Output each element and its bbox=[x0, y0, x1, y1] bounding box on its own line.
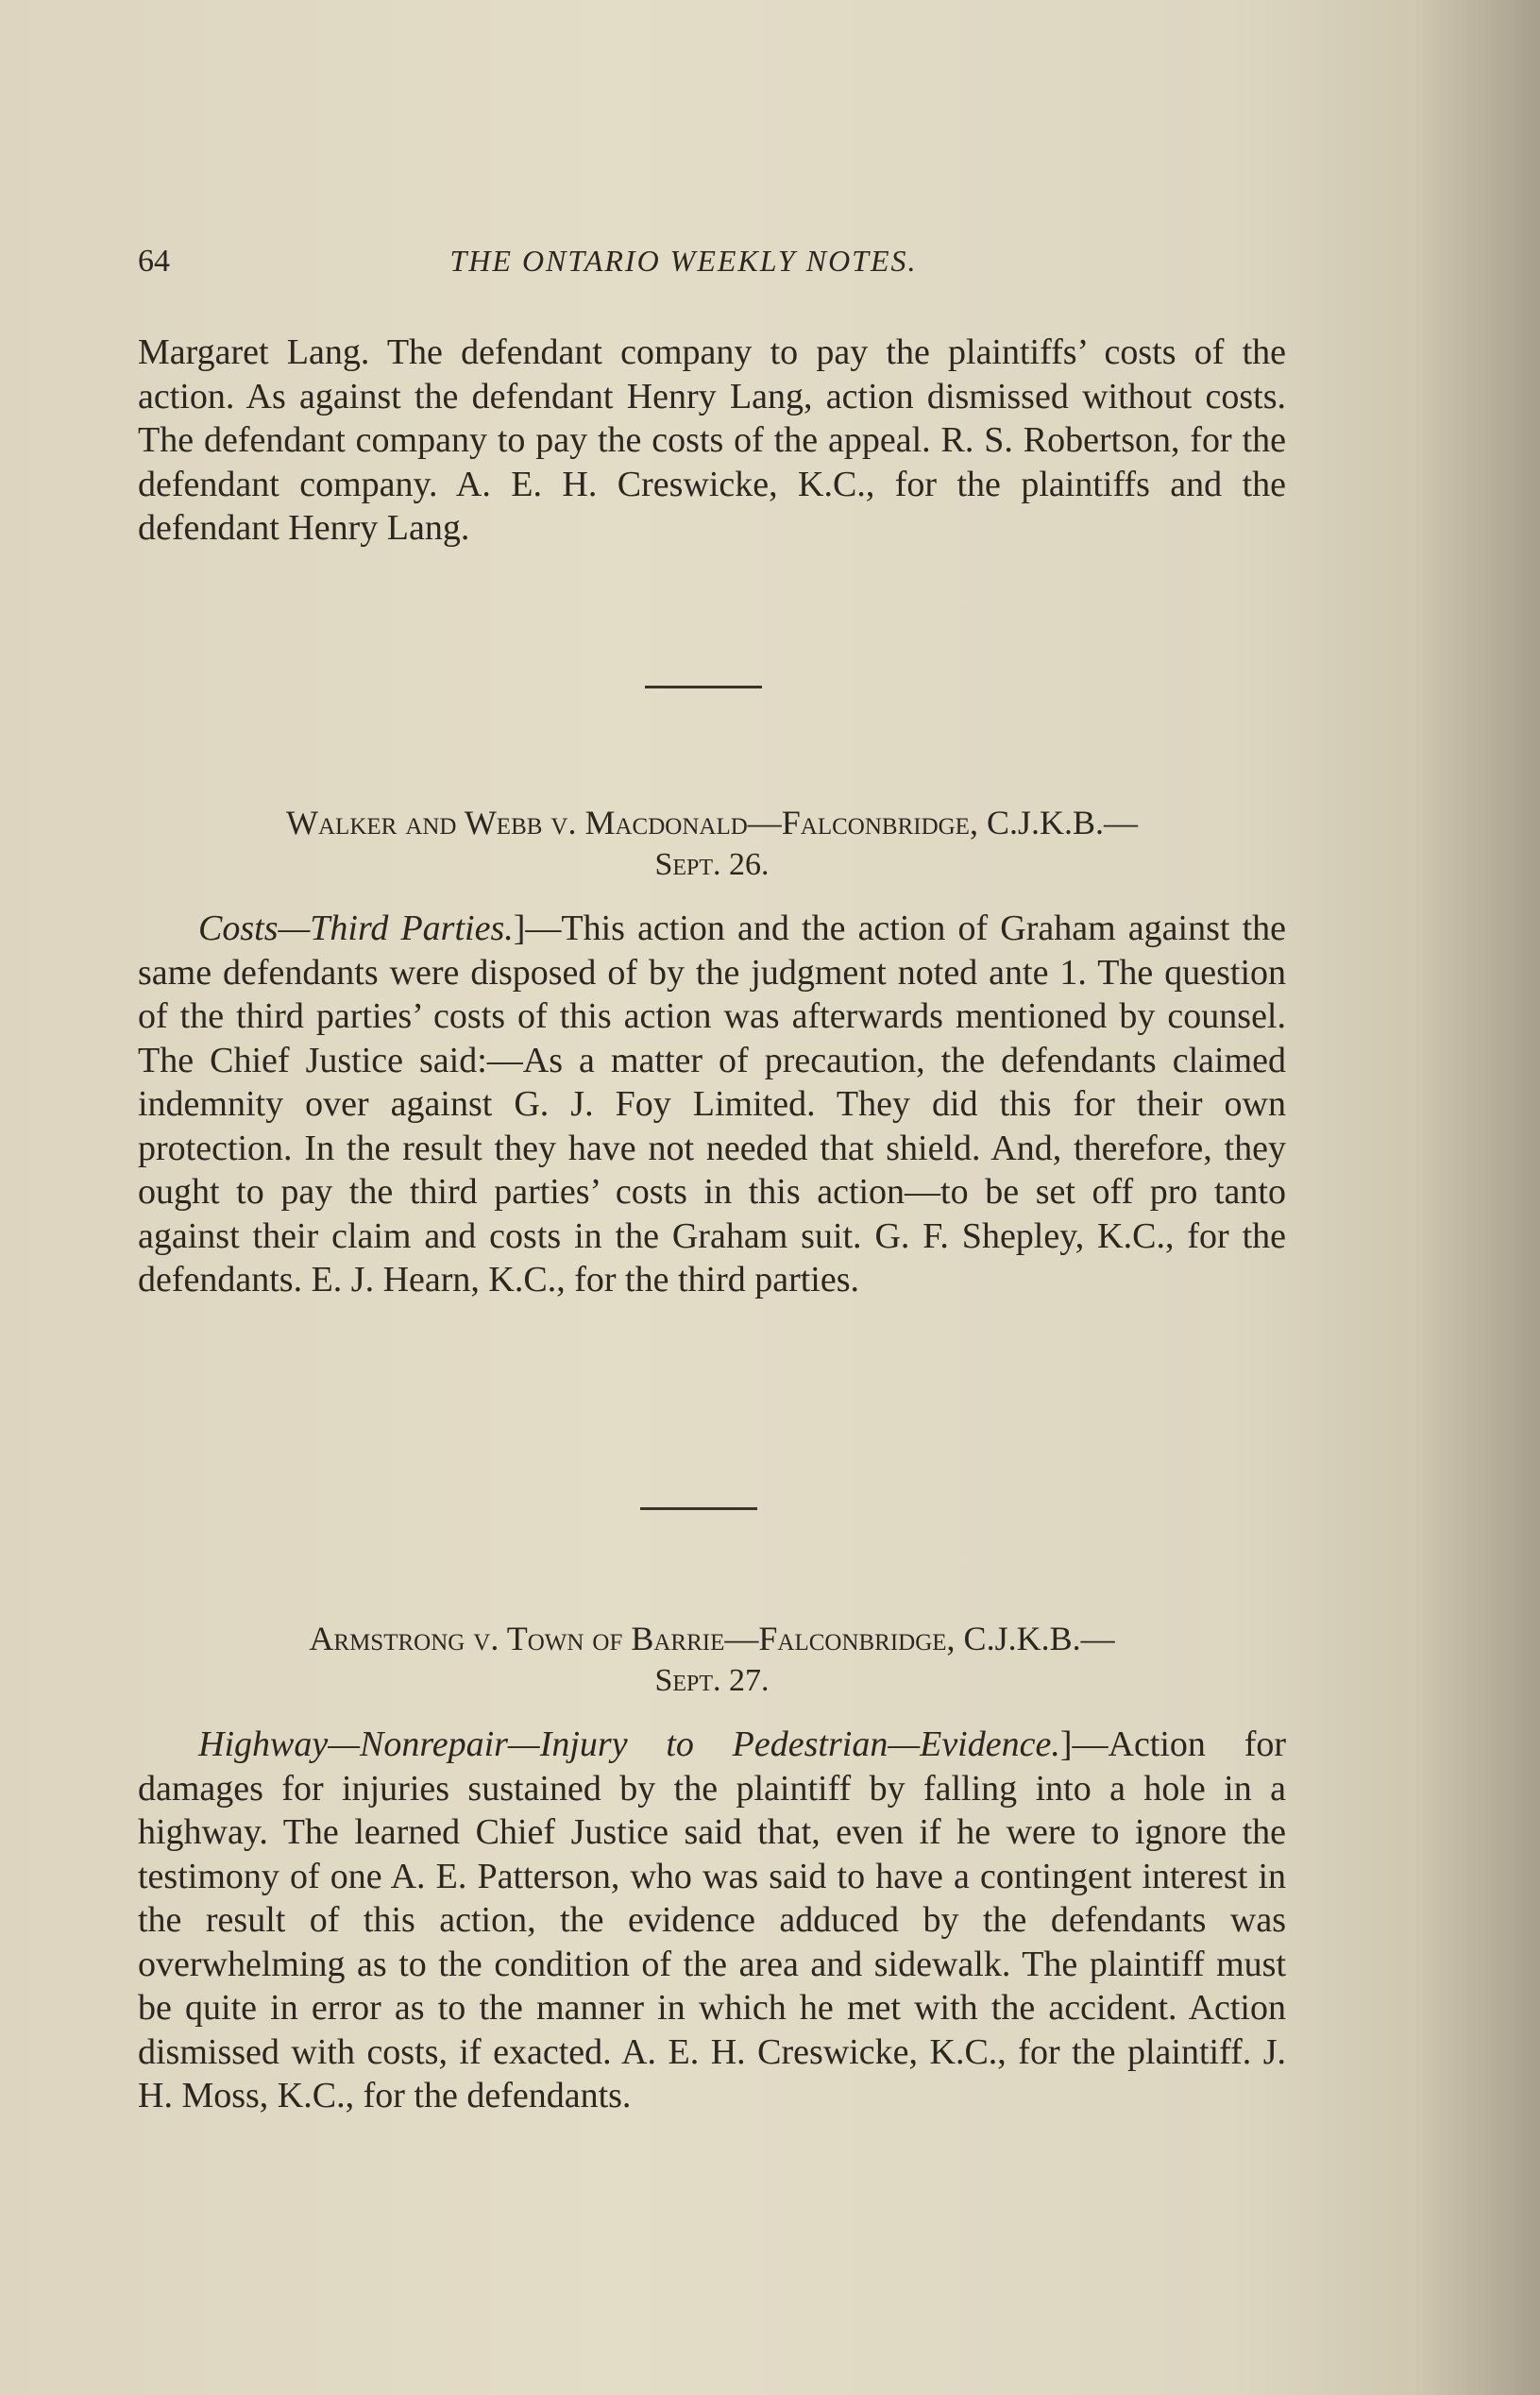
section-divider bbox=[640, 1507, 757, 1510]
case-text: ]—Action for damages for injuries sustained by the plaintiff by falling into a hole in a highway. The learned Chief Justice said that, even if he were to ignore the testimony of one A. E. Patterson, who was said to have a contingent interest in the result of this action, the evidence adduced by the defendants was overwhelming as to the condition of the area and sidewalk. The plaintiff must be quite in error as to the manner in which he met with the accident. Action dismissed with costs, if exacted. A. E. H. Creswicke, K.C., for the plaintiff. J. H. Moss, K.C., for the defendants. bbox=[138, 1724, 1286, 2115]
case-title: Armstrong v. Town of Barrie—Falconbridge, C.J.K.B.— bbox=[309, 1620, 1115, 1657]
section-divider bbox=[645, 686, 762, 688]
case-title: Walker and Webb v. Macdonald—Falconbridge, C.J.K.B.— bbox=[286, 804, 1138, 841]
case-armstrong bbox=[138, 1617, 1286, 2118]
continuation-paragraph: Margaret Lang. The defendant company to pay the plaintiffs’ costs of the action. As against the defendant Henry Lang, action dismissed without costs. The defendant company to pay the costs of the appeal. R. S. Robertson, for the defendant company. A. E. H. Creswicke, K.C., for the plaintiffs and the defendant Henry Lang. bbox=[138, 332, 1286, 548]
case-walker-webb bbox=[138, 801, 1286, 1302]
journal-title: THE ONTARIO WEEKLY NOTES. bbox=[449, 244, 918, 278]
page-number: 64 bbox=[138, 244, 170, 279]
case-body bbox=[138, 1723, 1286, 2118]
case-date: Sept. 26. bbox=[654, 847, 770, 882]
running-head bbox=[138, 244, 1286, 285]
case-body bbox=[138, 907, 1286, 1302]
continuation-paragraph-block bbox=[138, 331, 1286, 551]
case-date: Sept. 27. bbox=[654, 1663, 770, 1698]
case-text: ]—This action and the action of Graham against the same defendants were disposed of by the judgment noted ante 1. The question of the third parties’ costs of this action was afterwards mentioned by counsel. The Chief Justice said:—As a matter of precaution, the defendants claimed indemnity over against G. J. Foy Limited. They did this for their own protection. In the result they have not needed that shield. And, therefore, they ought to pay the third parties’ costs in this action—to be set off pro tanto against their claim and costs in the Graham suit. G. F. Shepley, K.C., for the defendants. E. J. Hearn, K.C., for the third parties. bbox=[138, 909, 1286, 1299]
case-headnote: Costs—Third Parties. bbox=[198, 909, 514, 948]
case-headnote: Highway—Nonrepair—Injury to Pedestrian—Evidence. bbox=[198, 1724, 1060, 1764]
